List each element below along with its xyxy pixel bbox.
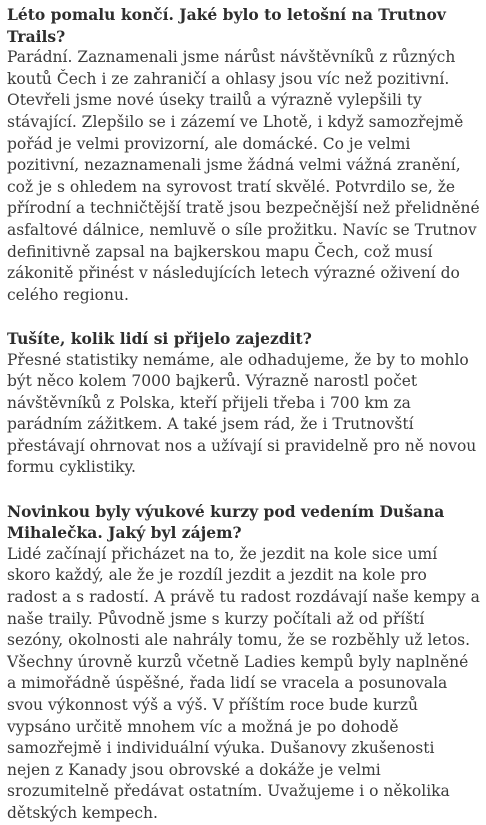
interview-section-2 bbox=[7, 328, 480, 479]
interview-question: Novinkou byly výukové kurzy pod vedením Dušana Mihalečka. Jaký byl zájem? bbox=[7, 501, 445, 543]
interview-question: Tušíte, kolik lidí si přijelo zajezdit? bbox=[7, 328, 312, 348]
interview-question: Léto pomalu končí. Jaké bylo to letošní na Trutnov Trails? bbox=[7, 5, 446, 46]
interview-section-3 bbox=[7, 501, 480, 825]
interview-answer: Lidé začínají přicházet na to, že jezdit na kole sice umí skoro každý, ale že je rozdíl jezdit a jezdit na kole pro radost a s radostí. A právě tu radost rozdávají naše kempy a naše traily. Původně jsme s kurzy počítali až od příští sezóny, okolnosti ale nahrály tomu, že se rozběhly už letos. Všechny úrovně kurzů včetně Ladies kempů byly naplněné a mimořádně úspěšné, řada lidí se vracela a posunovala svou výkonnost výš a výš. V příštím roce bude kurzů vypsáno určitě mnohem víc a možná je po dohodě samozřejmě i individuální výuka. Dušanovy zkušenosti nejen z Kanady jsou obrovské a dokáže je velmi srozumitelně předávat ostatním. Uvažujeme i o několika dětských kempech. bbox=[7, 544, 480, 822]
interview-answer: Přesné statistiky nemáme, ale odhadujeme, že by to mohlo být něco kolem 7000 bajkerů. Výrazně narostl počet návštěvníků z Polska, kteří přijeli třeba i 700 km za parádním zážitkem. A také jsem rád, že i Trutnovští přestávají ohrnovat nos a užívají si pravidelně pro ně novou formu cyklistiky. bbox=[7, 350, 477, 477]
interview-answer: Parádní. Zaznamenali jsme nárůst návštěvníků z různých koutů Čech i ze zahraničí a ohlasy jsou víc než pozitivní. Otevřeli jsme nové úseky trailů a výrazně vylepšili ty stávající. Zlepšilo se i zázemí ve Lhotě, i když samozřejmě pořád je velmi provizorní, ale domácké. Co je velmi pozitivní, nezaznamenali jsme žádná velmi vážná zranění, což je s ohledem na syrovost tratí skvělé. Potvrdilo se, že přírodní a techničtější tratě jsou bezpečnější než přelidněné asfaltové dálnice, nemluvě o síle prožitku. Navíc se Trutnov definitivně zapsal na bajkerskou mapu Čech, což musí zákonitě přinést v následujících letech výrazné oživení do celého regionu. bbox=[7, 48, 480, 304]
interview-section-1 bbox=[7, 4, 480, 306]
